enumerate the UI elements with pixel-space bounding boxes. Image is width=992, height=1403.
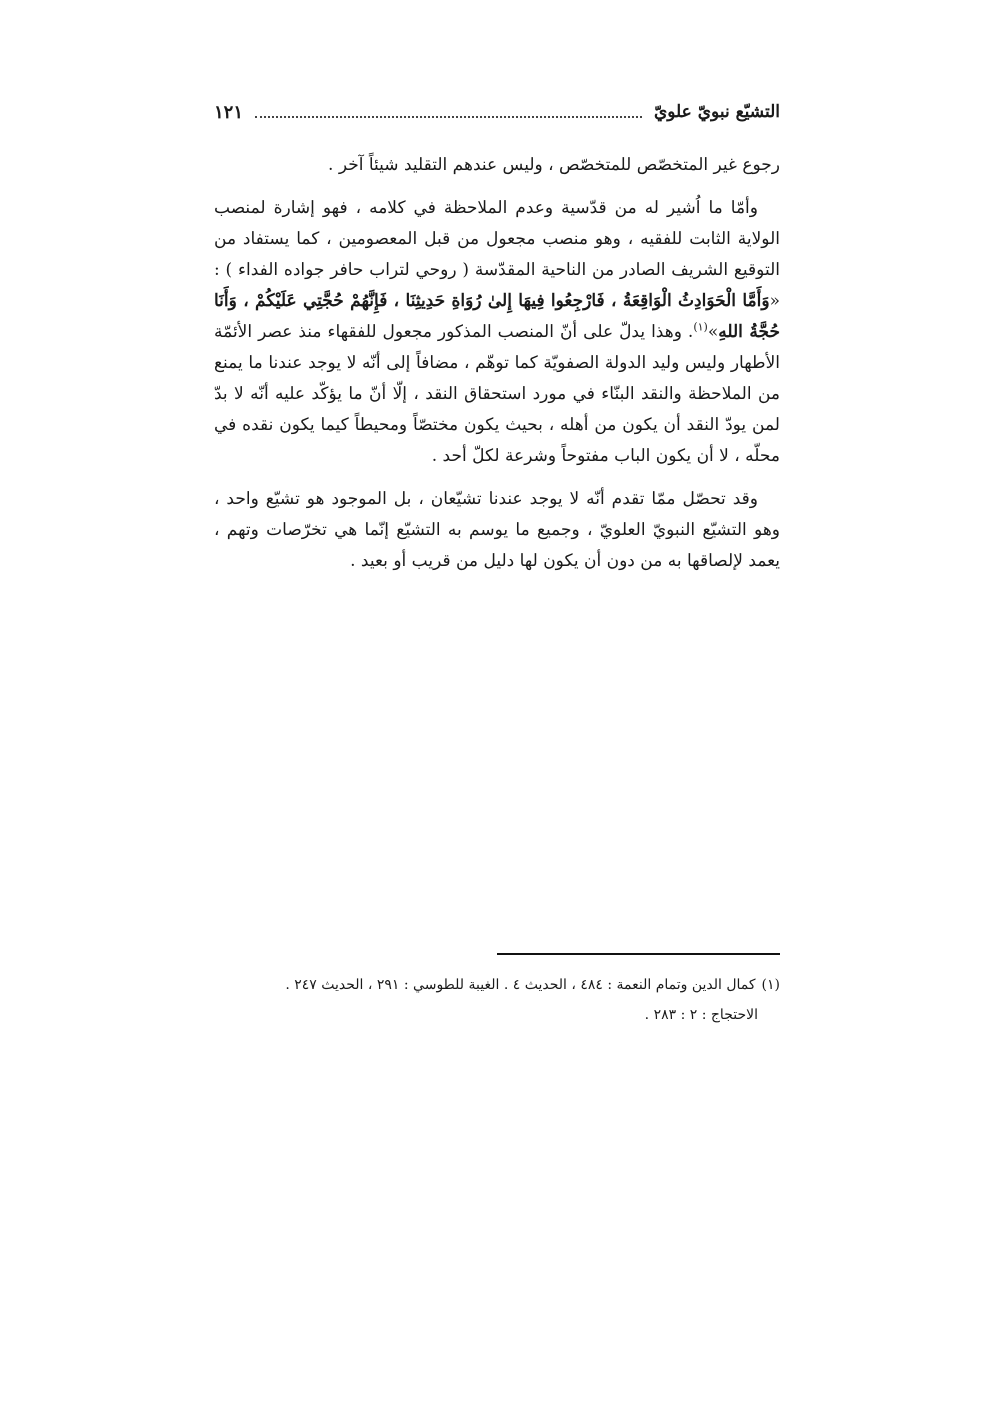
paragraph-2-rest: . وهذا يدلّ على أنّ المنصب المذكور مجعول للفقهاء منذ عصر الأئمّة الأطهار وليس وليد الدولة الصفويّة كما توهّم ، مضافاً إلى أنّه لا يوجد عندنا ما يمنع من الملاحظة والنقد البنّاء في مورد استحقاق النقد ، إلّا أنّ ما يؤكّد عليه أنّه لا بدّ لمن يودّ النقد أن يكون من أهله ، بحيث يكون مختصّاً ومحيطاً كيما يكون نقده في محلّه ، لا أن يكون الباب مفتوحاً وشرعة لكلّ أحد . <box>214 322 780 466</box>
paragraph-3: وقد تحصّل ممّا تقدم أنّه لا يوجد عندنا تشيّعان ، بل الموجود هو تشيّع واحد ، وهو التشيّع النبويّ العلويّ ، وجميع ما يوسم به التشيّع إنّما هي تخرّصات وتهم ، يعمد لإلصاقها به من دون أن يكون لها دليل من قريب أو بعيد . <box>214 489 780 571</box>
hadith-quote: وَأَمَّا الْحَوَادِثُ الْوَاقِعَةُ ، فَارْجِعُوا فِيهَا إِلىٰ رُوَاةِ حَدِيثِنَا ، فَإِنَّهُمْ حُجَّتِي عَلَيْكُمْ ، وَأَنَا حُجَّةُ اللهِ <box>214 291 780 342</box>
footnotes <box>214 970 780 1030</box>
footnote-number: (١) <box>761 977 780 993</box>
body-text <box>214 150 780 577</box>
footnote-reference[interactable]: (١) <box>693 320 708 334</box>
footnote-1-text: كمال الدين وتمام النعمة : ٤٨٤ ، الحديث ٤ . الغيبة للطوسي : ٢٩١ ، الحديث ٢٤٧ . <box>285 977 756 993</box>
paragraph-1: رجوع غير المتخصّص للمتخصّص ، وليس عندهم التقليد شيئاً آخر . <box>328 155 780 175</box>
paragraph-2 <box>214 193 780 472</box>
footnote-1 <box>214 970 780 1000</box>
footnote-1-continuation: الاحتجاج : ٢ : ٢٨٣ . <box>644 1007 758 1023</box>
running-title: التشيّع نبويّ علويّ <box>653 102 780 122</box>
paragraph-2-intro: وأمّا ما اُشير له من قدّسية وعدم الملاحظة في كلامه ، فهو إشارة لمنصب الولاية الثابت للفقيه ، وهو منصب مجعول من قبل المعصومين ، كما يستفاد من التوقيع الشريف الصادر من الناحية المقدّسة ( روحي لتراب حافر جواده الفداء ) : « <box>214 198 780 311</box>
footnote-divider <box>497 953 780 955</box>
running-header <box>214 96 780 128</box>
page-number: ١٢١ <box>214 101 244 123</box>
book-page <box>214 96 780 696</box>
dotted-leader <box>255 106 642 118</box>
quote-close: » <box>707 322 719 342</box>
